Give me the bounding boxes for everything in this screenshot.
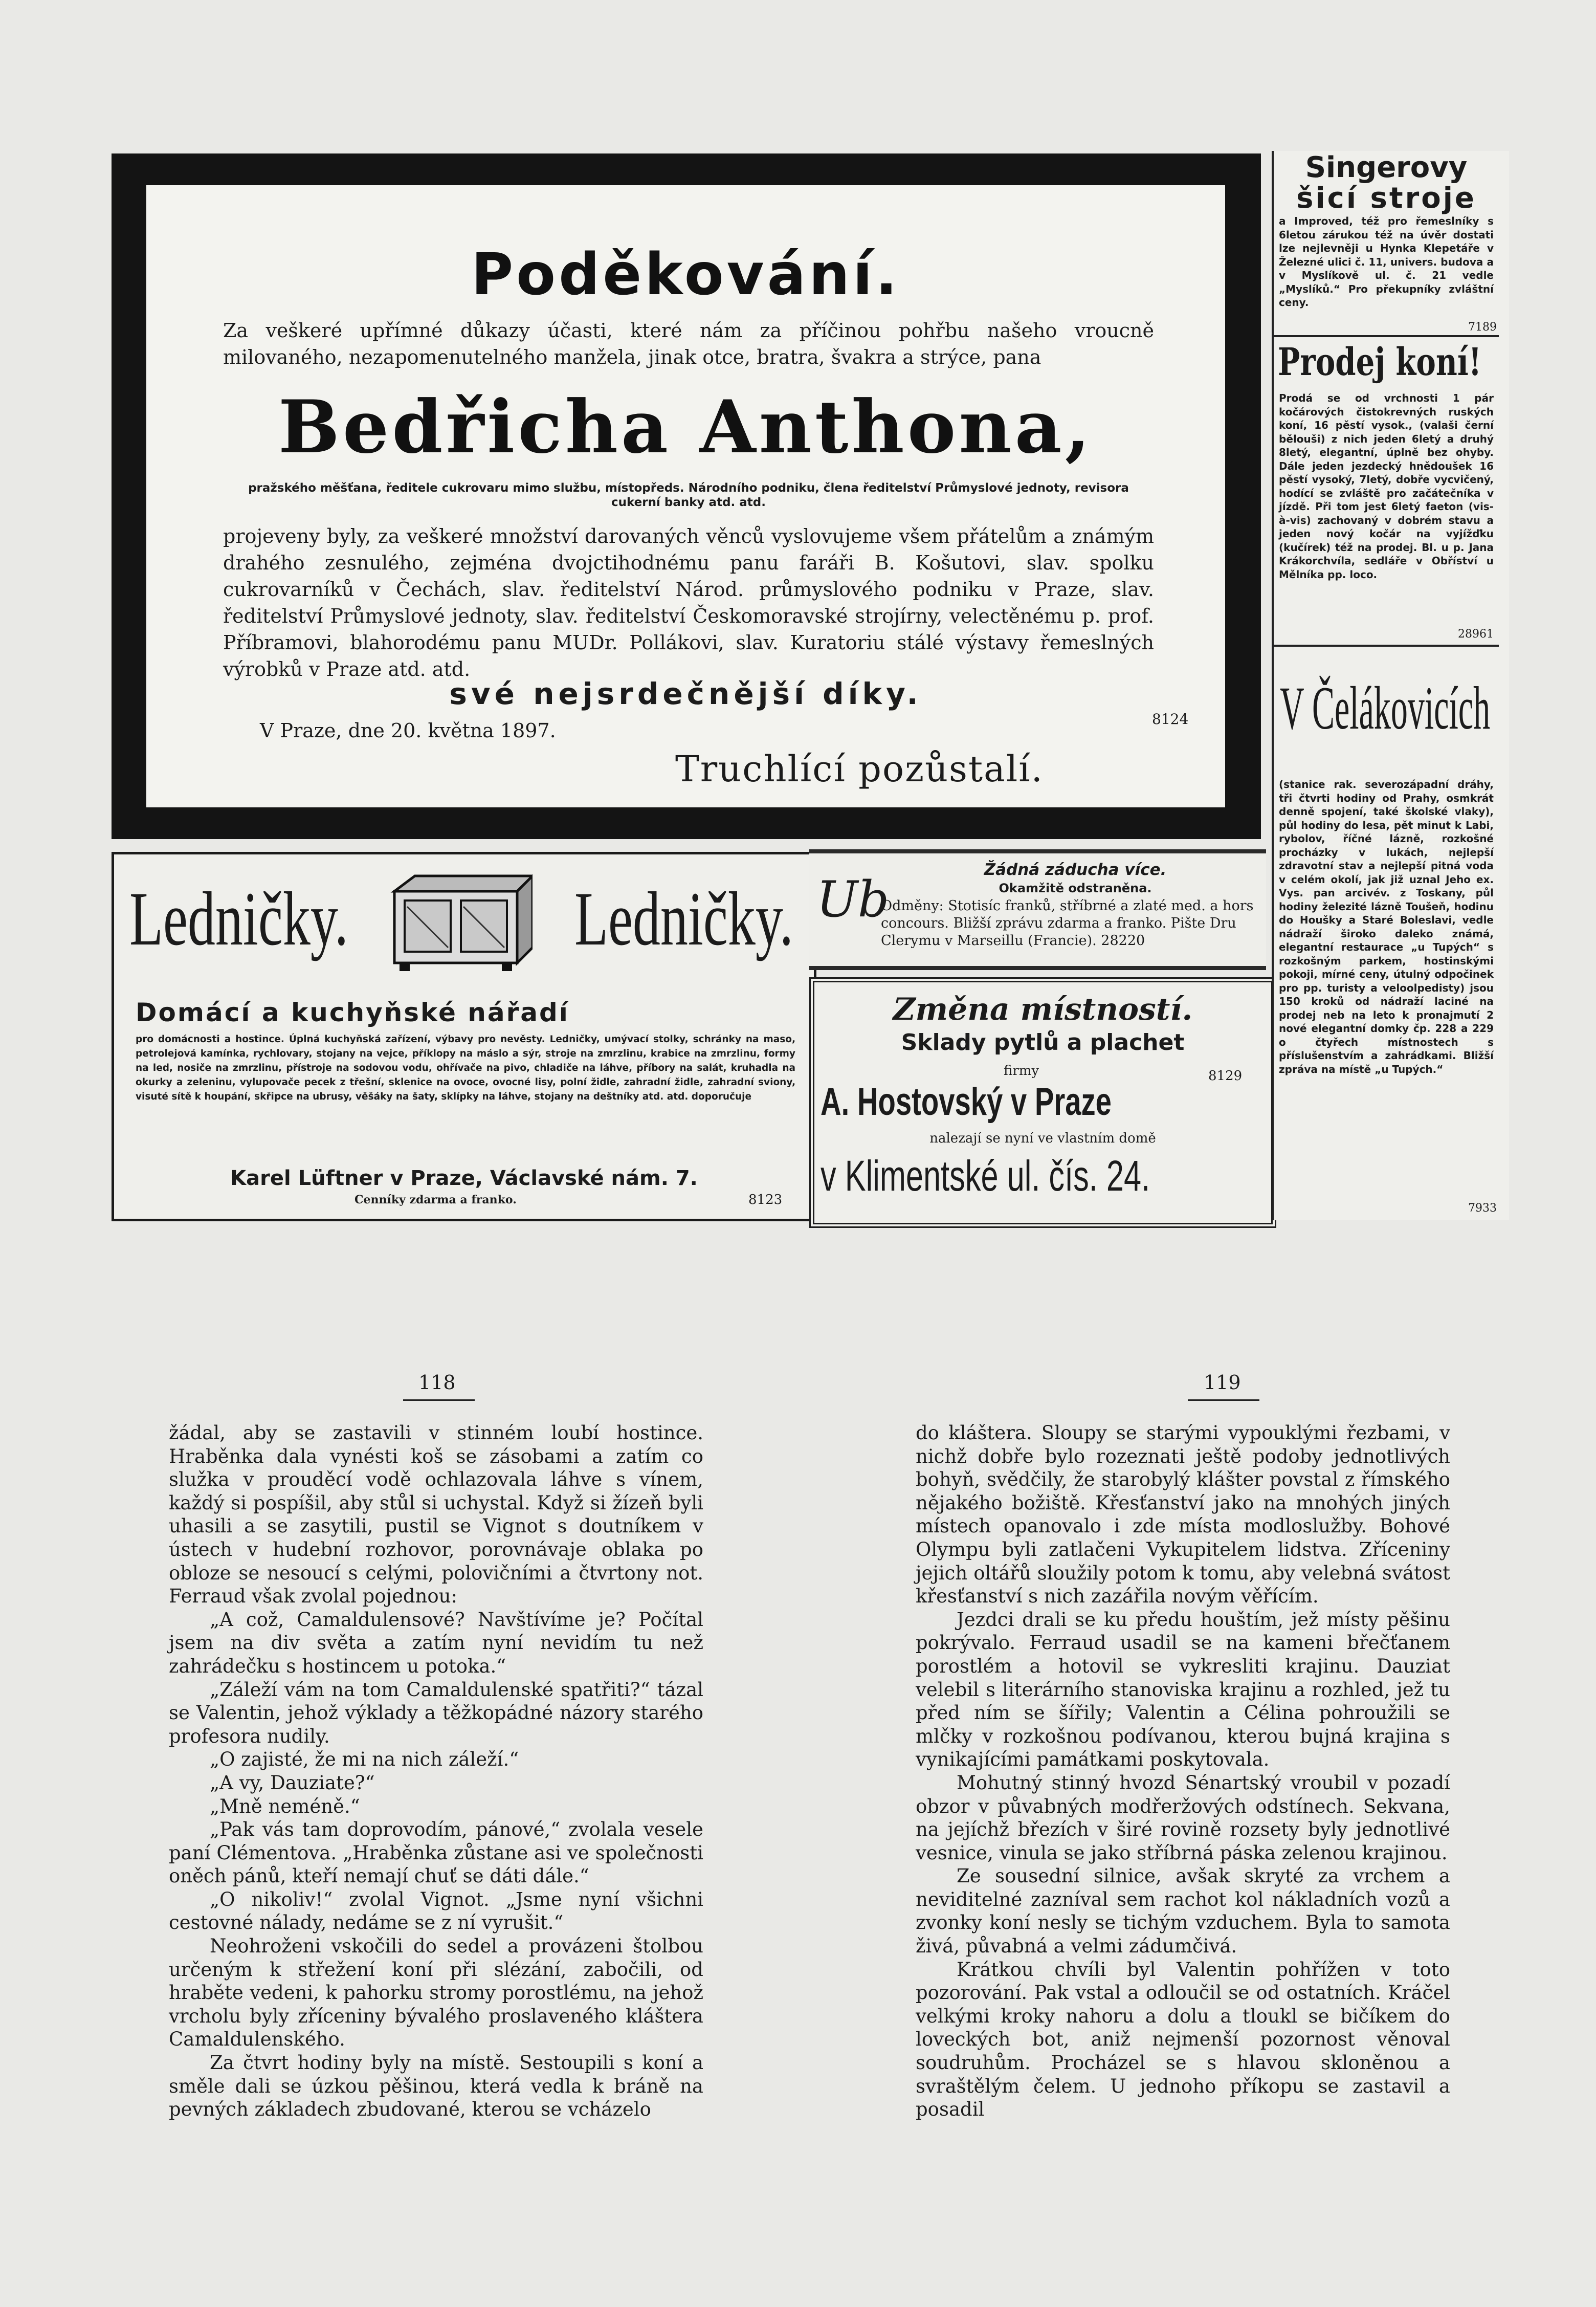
funeral-notice bbox=[112, 153, 1261, 839]
paragraph: „O zajisté, že mi na nich záleží.“ bbox=[210, 1748, 519, 1771]
paragraph: do kláštera. Sloupy se starými vypouklými řezbami, v nichž dobře bylo rozeznati ještě podoby jednotlivých bohyň, svědčily, že starobylý klášter povstal z římského nějakého božiště. Křesťanství jako na mnohých jiných místech opanovalo i zde místa modloslužby. Bohové Olympu byli zatlačeni Vykupitelem lidstva. Zříceniny jejich oltářů sloužily potom k tomu, aby velebná svátost křesťanství s nich zazářila novým věřícím. bbox=[916, 1422, 1450, 1608]
right-column-ads bbox=[1272, 151, 1509, 1220]
ad-prodej-title: Prodej koní! bbox=[1278, 340, 1482, 384]
ad-zmena-address: v Klimentské ul. čís. 24. bbox=[821, 1152, 1150, 1200]
paragraph: „O nikoliv!“ zvolal Vignot. „Jsme nyní všichni cestovné nálady, nedáme se z ní vyrušit.“ bbox=[169, 1888, 703, 1934]
divider bbox=[1274, 335, 1499, 337]
notice-title: Poděkování. bbox=[471, 241, 900, 308]
page-number-left: 118 bbox=[418, 1371, 456, 1394]
ad-lednicky-free: Cenníky zdarma a franko. bbox=[354, 1193, 517, 1206]
icebox-illustration bbox=[379, 871, 533, 973]
ad-lednicky-heading: Domácí a kuchyňské nářadí bbox=[136, 998, 569, 1027]
ad-asthma bbox=[809, 849, 1266, 970]
page-number-right: 119 bbox=[1204, 1371, 1241, 1394]
notice-thanks: své nejsrdečnější díky. bbox=[449, 676, 922, 711]
ad-zmena bbox=[809, 977, 1276, 1228]
divider bbox=[1274, 645, 1499, 647]
paragraph: Ze sousední silnice, avšak skryté za vrchem a neviditelné zazníval sem rachot kol nákladních vozů a zvonky koní nesly se tichým vzduchem. Byla to samota živá, půvabná a velmi zádumčivá. bbox=[916, 1865, 1450, 1958]
ad-singer-title-2: šicí stroje bbox=[1296, 182, 1476, 215]
notice-intro: Za veškeré upřímné důkazy účasti, které nám za příčinou pohřbu našeho vroucně milovaného, nezapomenutelného manžela, jinak otce, bratra, švakra a strýce, pana bbox=[223, 319, 1154, 368]
paragraph: Za čtvrt hodiny byly na místě. Sestoupili s koní a směle dali se úzkou pěšinou, která vedla k bráně na pevných základech zbudované, kterou se vcházelo bbox=[169, 2052, 703, 2121]
ad-lednicky-body: pro domácnosti a hostince. Úplná kuchyňská zařízení, výbavy pro nevěsty. Ledničky, umývací stolky, schránky na maso, petrolejová kamínka, rychlovary, stojany na vejce, příklopy na máslo a sýr, stroje na zmrzlinu, krabice na zmrzlinu, formy na led, nosiče na zmrzlinu, přístroje na sodovou vodu, ohřívače na pivo, chladiče na láhve, příbory na salát, kruhadla na okurky a zeleninu, vylupovače pecek z třešní, sklenice na ovoce, ovocné lisy, polní židle, zahradní židle, zahradní sviony, visuté sítě k houpání, skřipce na ubrusy, věšáky na šaty, sklípky na láhve, stojany na deštníky atd. atd. doporučuje bbox=[136, 1034, 795, 1102]
paragraph: „A vy, Dauziate?“ bbox=[210, 1771, 375, 1794]
ad-asthma-heading: Žádná záducha více. bbox=[984, 861, 1167, 879]
ad-lednicky-word-right: Ledničky. bbox=[574, 876, 793, 961]
ad-asthma-logo: Ub bbox=[816, 871, 890, 928]
ad-lednicky bbox=[112, 852, 816, 1221]
ad-celakovice-body: (stanice rak. severozápadní dráhy, tři čtvrti hodiny od Prahy, osmkrát denně spojení, také školské vlaky), půl hodiny do lesa, pět minut k Labi, rybolov, říčné lázně, rozkošné procházky v lukách, nejlepší zdravotní stav a nejlepší pitná voda v celém okolí, jak již uznal Jeho ex. Vys. pan arcivév. z Toskany, půl hodiny železité lázně Toušeň, hodinu do Houšky a Staré Boleslavi, vedle nádraží široko daleko známá, elegantní restaurace „u Tupých“ s rozkošným parkem, hostinskými pokoji, mírné ceny, útulný odpočinek pro pp. turisty a veloolpedisty) jsou 150 kroků od nádraží laciné na prodej neb na leto k pronajmutí 2 nové elegantní domky čp. 228 a 229 o čtyřech místnostech s příslušenstvím a zahrádkami. Bližší zpráva na místě „u Tupých.“ bbox=[1279, 778, 1494, 1075]
paragraph: Neohroženi vskočili do sedel a provázeni štolbou určeným k střežení koní při slézání, zabočili, od hraběte vedeni, k pahorku stromy porostlému, na jehož vrcholu byly zříceniny bývalého proslaveného kláštera Camaldulenského. bbox=[169, 1935, 703, 2051]
paragraph: Krátkou chvíli byl Valentin pohřížen v toto pozorování. Pak vstal a odloučil se od ostatních. Kráčel velkými kroky nahoru a dolu a tloukl se bičíkem do loveckých bot, aniž nejmenší pozornost věnoval soudruhům. Procházel se s hlavou skloněnou a svraštělým čelem. U jednoho příkopu se zastavil a posadil bbox=[916, 1958, 1450, 2121]
ad-asthma-body: Odměny: Stotisíc franků, stříbrné a zlaté med. a hors concours. Bližší zprávu zdarma a franko. Pište Dru Clerymu v Marseillu (Francie). 28220 bbox=[881, 898, 1254, 949]
ad-celakovice-number: 7933 bbox=[1468, 1202, 1497, 1215]
notice-name: Bedřicha Anthona, bbox=[278, 385, 1094, 470]
ad-lednicky-firm: Karel Lüftner v Praze, Václavské nám. 7. bbox=[230, 1167, 698, 1190]
ad-zmena-heading: Změna místností. bbox=[893, 992, 1193, 1027]
ad-celakovice-title: V Čelákovicích bbox=[1280, 674, 1491, 742]
paragraph: „Záleží vám na tom Camaldulenské spatřiti?“ tázal se Valentin, jehož výklady a těžkopádné názory starého profesora nudily. bbox=[169, 1678, 703, 1747]
paragraph: Mohutný stinný hvozd Sénartský vroubil v pozadí obzor v půvabných modřeržových odstínech. Sekvana, na jejíchž březích v širé rovině rozsety byly jednotlivé vesnice, vinula se jako stříbrná páska zelenou krajinou. bbox=[916, 1771, 1450, 1864]
page-left-text bbox=[169, 1421, 703, 2121]
ad-zmena-info: nalezají se nyní ve vlastním domě bbox=[929, 1131, 1156, 1146]
page-number-rule-right bbox=[1188, 1399, 1259, 1401]
ad-lednicky-word-left: Ledničky. bbox=[129, 876, 348, 961]
ad-prodej-body: Prodá se od vrchnosti 1 pár kočárových čistokrevných ruských koní, 16 pěstí vysok., (valaši černí bělouši) z nich jeden 6letý a druhý 8letý, elegantní, úplně bez ohyby. Dále jeden jezdecký hnědoušek 16 pěstí vysoký, 7letý, dobře vycvičený, hodící se zvláště pro začátečníka v jízdě. Při tom jest 6letý faeton (vis-à-vis) zachovaný v dobrém stavu a jeden nový kočár na vyjížďku (kučírek) též na prodej. Bl. u p. Jana Krákorchvíla, sedláře v Obříství u Mělníka pp. loco. bbox=[1279, 392, 1494, 581]
paragraph: „A což, Camaldulensové? Navštívíme je? Počítal jsem na div světa a zatím nyní nevidím tu než zahrádečku s hostincem u potoka.“ bbox=[169, 1608, 703, 1677]
ad-prodej-number: 28961 bbox=[1458, 628, 1494, 641]
paragraph: žádal, aby se zastavili v stinném loubí hostince. Hraběnka dala vynésti koš se zásobami a zatím co služka v prouděcí vodě ochlazovala láhve s vínem, každý si pospíšil, aby stůl si uchystal. Když si žízeň byli uhasili a se zasytili, pustil se Vignot s doutníkem v ústech v hudební rozhovor, porovnávaje oblaka po obloze se nesoucí s celými, polovičními a čtvrtony not. Ferraud však zvolal pojednou: bbox=[169, 1422, 703, 1608]
notice-inner bbox=[146, 185, 1225, 807]
ad-zmena-sub: Sklady pytlů a plachet bbox=[901, 1029, 1185, 1056]
ad-singer-number: 7189 bbox=[1468, 321, 1497, 334]
ad-zmena-number: 8129 bbox=[1208, 1068, 1243, 1084]
ad-zmena-firmy: firmy bbox=[1004, 1063, 1039, 1079]
notice-body: projeveny byly, za veškeré množství darovaných věnců vyslovujeme všem přátelům a známým drahého zesnulého, zejména dvojctihodnému panu faráři B. Košutovi, slav. spolku cukrovarníků v Čechách, slav. ředitelství Národ. průmyslového podniku v Praze, slav. ředitelství Průmyslové jednoty, slav. ředitelství Českomoravské strojírny, velectěnému p. prof. Příbramovi, blahorodému panu MUDr. Pollákovi, slav. Kuratoriu stálé výstavy řemeslných výrobků v Praze atd. atd. bbox=[223, 525, 1154, 680]
ad-asthma-sub: Okamžitě odstraněna. bbox=[999, 881, 1152, 895]
ad-zmena-name: A. Hostovský v Praze bbox=[821, 1080, 1112, 1124]
notice-signature: Truchlící pozůstalí. bbox=[675, 748, 1044, 790]
paragraph: „Mně neméně.“ bbox=[210, 1795, 360, 1817]
paragraph: „Pak vás tam doprovodím, pánové,“ zvolala vesele paní Clémentova. „Hraběnka zůstane asi ve společnosti oněch pánů, kteří nemají chuť se dáti dále.“ bbox=[169, 1818, 703, 1887]
notice-titles: pražského měšťana, ředitele cukrovaru mimo službu, místopředs. Národního podniku, člena ředitelství Průmyslové jednoty, revisora cukerní banky atd. atd. bbox=[248, 481, 1129, 509]
notice-date: V Praze, dne 20. května 1897. bbox=[260, 719, 556, 742]
notice-number: 8124 bbox=[1152, 711, 1189, 728]
page-right-text bbox=[916, 1421, 1450, 2121]
page-number-rule-left bbox=[403, 1399, 475, 1401]
ad-lednicky-number: 8123 bbox=[748, 1192, 783, 1207]
paragraph: Jezdci drali se ku předu houštím, jež místy pěšinu pokrývalo. Ferraud usadil se na kameni břečťanem porostlém a hotovil se vykresliti krajinu. Dauziat velebil s literárního stanoviska krajinu a rozhled, jež tu před ním se šířily; Valentin a Célina pohroužili se mlčky v rozkošnou podívanou, kterou bujná krajina s vynikajícími památkami poskytovala. bbox=[916, 1608, 1450, 1771]
ad-singer-title-1: Singerovy bbox=[1305, 151, 1468, 184]
ad-singer-body: a Improved, též pro řemeslníky s 6letou zárukou též na úvěr dostati lze nejlevněji u Hynka Klepetáře v Železné ulici č. 11, univers. budova a v Myslíkově ul. č. 21 vedle „Myslíků.“ Pro překupníky zvláštní ceny. bbox=[1279, 215, 1494, 309]
